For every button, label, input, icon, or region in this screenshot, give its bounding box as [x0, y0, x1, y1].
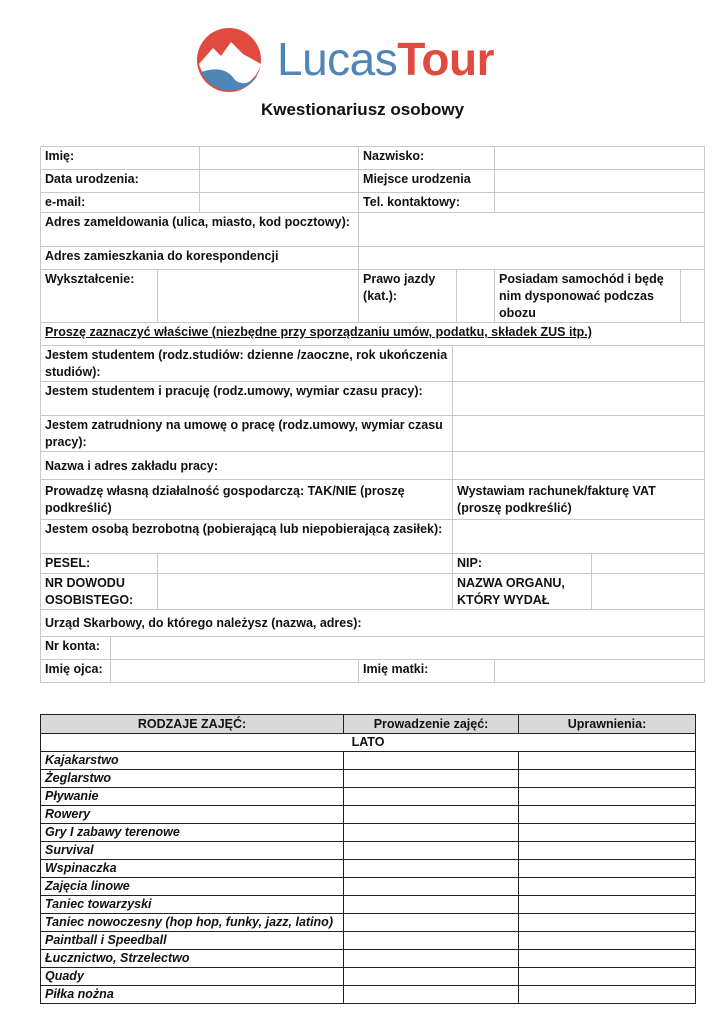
- table-row: [41, 914, 696, 932]
- driving-license-field[interactable]: [457, 270, 495, 323]
- conducting-field[interactable]: [344, 788, 519, 806]
- conducting-field[interactable]: [344, 986, 519, 1004]
- activity-name: Taniec nowoczesny (hop hop, funky, jazz, latino): [41, 914, 344, 932]
- activity-name: Survival: [41, 842, 344, 860]
- table-row: [41, 842, 696, 860]
- activity-name: Wspinaczka: [41, 860, 344, 878]
- table-row: [41, 896, 696, 914]
- conducting-field[interactable]: [344, 878, 519, 896]
- brand-lucas: Lucas: [277, 33, 398, 85]
- own-car-label: Posiadam samochód i będę nim dysponować podczas obozu: [495, 270, 681, 323]
- issuer-label: NAZWA ORGANU, KTÓRY WYDAŁ: [453, 574, 592, 610]
- driving-license-label: Prawo jazdy (kat.):: [359, 270, 457, 323]
- birth-date-label: Data urodzenia:: [41, 170, 200, 193]
- birth-place-label: Miejsce urodzenia: [359, 170, 495, 193]
- vat-invoice-label: Wystawiam rachunek/fakturę VAT (proszę podkreślić): [453, 480, 705, 520]
- education-label: Wykształcenie:: [41, 270, 158, 323]
- employed-label: Jestem zatrudniony na umowę o pracę (rodz.umowy, wymiar czasu pracy):: [41, 416, 453, 452]
- conducting-field[interactable]: [344, 770, 519, 788]
- email-field[interactable]: [200, 193, 359, 213]
- activity-name: Żeglarstwo: [41, 770, 344, 788]
- table-row: [41, 878, 696, 896]
- brand-tour: Tour: [397, 33, 495, 85]
- student-field[interactable]: [453, 346, 705, 382]
- conducting-field[interactable]: [344, 968, 519, 986]
- lucastour-logo: [195, 24, 495, 96]
- qualifications-field[interactable]: [519, 806, 696, 824]
- student-label: Jestem studentem (rodz.studiów: dzienne /zaoczne, rok ukończenia studiów):: [41, 346, 453, 382]
- correspondence-address-label: Adres zamieszkania do korespondencji: [41, 247, 359, 270]
- student-working-label: Jestem studentem i pracuję (rodz.umowy, wymiar czasu pracy):: [41, 382, 453, 416]
- activities-header-conducting: Prowadzenie zajęć:: [344, 715, 519, 734]
- tax-office-label: Urząd Skarbowy, do którego należysz (nazwa, adres):: [41, 610, 705, 637]
- first-name-field[interactable]: [200, 147, 359, 170]
- conducting-field[interactable]: [344, 806, 519, 824]
- conducting-field[interactable]: [344, 752, 519, 770]
- nip-label: NIP:: [453, 554, 592, 574]
- conducting-field[interactable]: [344, 824, 519, 842]
- qualifications-field[interactable]: [519, 896, 696, 914]
- activity-name: Taniec towarzyski: [41, 896, 344, 914]
- mother-name-label: Imię matki:: [359, 660, 495, 683]
- qualifications-field[interactable]: [519, 788, 696, 806]
- qualifications-field[interactable]: [519, 932, 696, 950]
- last-name-label: Nazwisko:: [359, 147, 495, 170]
- registered-address-field[interactable]: [359, 213, 705, 247]
- account-label: Nr konta:: [41, 637, 111, 660]
- email-label: e-mail:: [41, 193, 200, 213]
- birth-date-field[interactable]: [200, 170, 359, 193]
- season-label: LATO: [41, 734, 696, 752]
- table-row: [41, 860, 696, 878]
- activity-name: Rowery: [41, 806, 344, 824]
- qualifications-field[interactable]: [519, 860, 696, 878]
- table-row: [41, 806, 696, 824]
- phone-label: Tel. kontaktowy:: [359, 193, 495, 213]
- activities-header-qualifications: Uprawnienia:: [519, 715, 696, 734]
- mountain-logo-icon: [195, 24, 265, 94]
- activities-table: [40, 714, 696, 1004]
- table-row: [41, 788, 696, 806]
- qualifications-field[interactable]: [519, 986, 696, 1004]
- birth-place-field[interactable]: [495, 170, 705, 193]
- unemployed-label: Jestem osobą bezrobotną (pobierającą lub niepobierającą zasiłek):: [41, 520, 453, 554]
- personal-data-form: [40, 146, 705, 683]
- employer-label: Nazwa i adres zakładu pracy:: [41, 452, 453, 480]
- qualifications-field[interactable]: [519, 752, 696, 770]
- education-field[interactable]: [158, 270, 359, 323]
- activity-name: Paintball i Speedball: [41, 932, 344, 950]
- table-row: [41, 824, 696, 842]
- table-row: [41, 770, 696, 788]
- mother-name-field[interactable]: [495, 660, 705, 683]
- id-number-field[interactable]: [158, 574, 453, 610]
- conducting-field[interactable]: [344, 896, 519, 914]
- qualifications-field[interactable]: [519, 968, 696, 986]
- table-row: [41, 752, 696, 770]
- pesel-label: PESEL:: [41, 554, 158, 574]
- qualifications-field[interactable]: [519, 842, 696, 860]
- last-name-field[interactable]: [495, 147, 705, 170]
- table-row: [41, 950, 696, 968]
- employed-field[interactable]: [453, 416, 705, 452]
- conducting-field[interactable]: [344, 860, 519, 878]
- table-row: [41, 932, 696, 950]
- first-name-label: Imię:: [41, 147, 200, 170]
- business-label: Prowadzę własną działalność gospodarczą: TAK/NIE (proszę podkreślić): [41, 480, 453, 520]
- unemployed-field[interactable]: [453, 520, 705, 554]
- activity-name: Zajęcia linowe: [41, 878, 344, 896]
- mark-instruction: Proszę zaznaczyć właściwe (niezbędne przy sporządzaniu umów, podatku, składek ZUS itp.): [41, 323, 705, 346]
- own-car-field[interactable]: [681, 270, 705, 323]
- qualifications-field[interactable]: [519, 950, 696, 968]
- page-title: Kwestionariusz osobowy: [260, 100, 465, 119]
- id-number-label: NR DOWODU OSOBISTEGO:: [41, 574, 158, 610]
- brand-name: [277, 32, 494, 86]
- employer-field[interactable]: [453, 452, 705, 480]
- qualifications-field[interactable]: [519, 878, 696, 896]
- table-row: [41, 986, 696, 1004]
- qualifications-field[interactable]: [519, 770, 696, 788]
- table-row: [41, 968, 696, 986]
- conducting-field[interactable]: [344, 950, 519, 968]
- father-name-field[interactable]: [111, 660, 359, 683]
- activities-list: [41, 752, 696, 1004]
- student-working-field[interactable]: [453, 382, 705, 416]
- father-name-label: Imię ojca:: [41, 660, 111, 683]
- conducting-field[interactable]: [344, 932, 519, 950]
- registered-address-label: Adres zameldowania (ulica, miasto, kod pocztowy):: [41, 213, 359, 247]
- nip-field[interactable]: [592, 554, 705, 574]
- issuer-field[interactable]: [592, 574, 705, 610]
- activity-name: Quady: [41, 968, 344, 986]
- activity-name: Kajakarstwo: [41, 752, 344, 770]
- activities-header-type: RODZAJE ZAJĘĆ:: [41, 715, 344, 734]
- qualifications-field[interactable]: [519, 914, 696, 932]
- activity-name: Łucznictwo, Strzelectwo: [41, 950, 344, 968]
- correspondence-address-field[interactable]: [359, 247, 705, 270]
- conducting-field[interactable]: [344, 842, 519, 860]
- pesel-field[interactable]: [158, 554, 453, 574]
- activity-name: Piłka nożna: [41, 986, 344, 1004]
- activity-name: Gry I zabawy terenowe: [41, 824, 344, 842]
- activity-name: Pływanie: [41, 788, 344, 806]
- conducting-field[interactable]: [344, 914, 519, 932]
- account-field[interactable]: [111, 637, 705, 660]
- qualifications-field[interactable]: [519, 824, 696, 842]
- phone-field[interactable]: [495, 193, 705, 213]
